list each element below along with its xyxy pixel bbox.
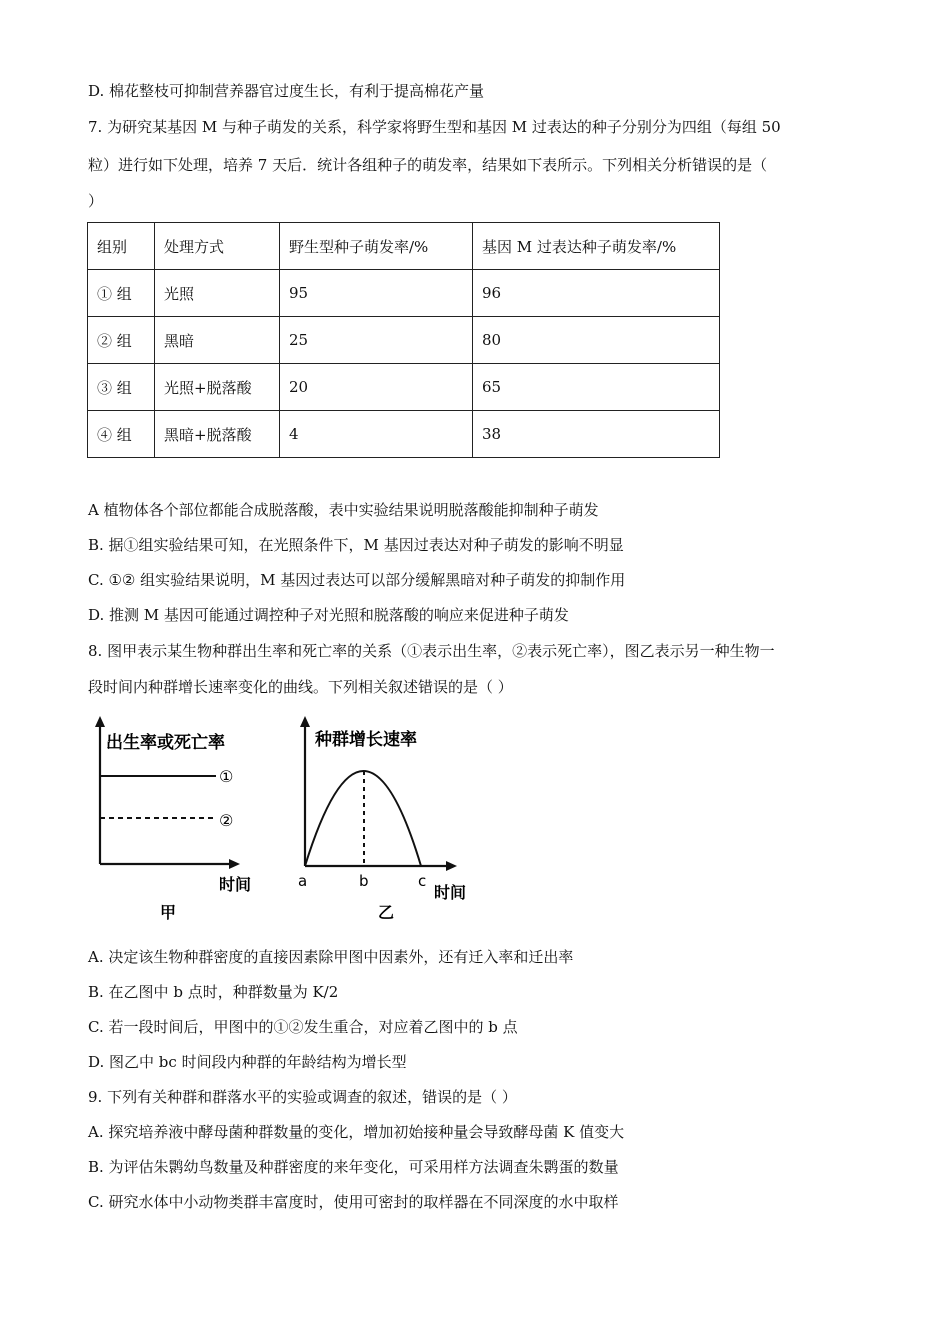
yi-ylabel: 种群增长速率 [315,730,417,750]
yi-point-b: b [359,872,369,890]
table-cell: 65 [473,364,720,411]
q8-option-c: C. 若一段时间后，甲图中的①②发生重合，对应着乙图中的 b 点 [88,1018,518,1036]
table-row [88,411,720,458]
q7-table [87,222,720,458]
q9-option-a: A. 探究培养液中酵母菌种群数量的变化，增加初始接种量会导致酵母菌 K 值变大 [88,1123,625,1141]
q8-option-a: A. 决定该生物种群密度的直接因素除甲图中因素外，还有迁入率和迁出率 [88,948,574,966]
q8-figure [88,712,488,927]
table-header-cell: 野生型种子萌发率/% [280,223,473,270]
jia-ylabel: 出生率或死亡率 [106,733,225,753]
q8-stem-line1: 8. 图甲表示某生物种群出生率和死亡率的关系（①表示出生率，②表示死亡率），图乙表示另一种生物一 [88,642,775,660]
jia-caption: 甲 [160,903,177,922]
q8-stem-line2: 段时间内种群增长速率变化的曲线。下列相关叙述错误的是（ ） [88,678,513,696]
table-cell: 光照 [155,270,280,317]
table-cell: 25 [280,317,473,364]
yi-y-arrow [300,716,310,727]
q7-option-c: C. ①② 组实验结果说明，M 基因过表达可以部分缓解黑暗对种子萌发的抑制作用 [88,571,626,589]
yi-point-a: a [298,872,308,890]
q7-option-a: A 植物体各个部位都能合成脱落酸，表中实验结果说明脱落酸能抑制种子萌发 [88,501,599,519]
table-cell: 黑暗+脱落酸 [155,411,280,458]
jia-x-arrow [229,859,240,869]
jia-line-2-label: ② [219,811,234,830]
table-cell: 黑暗 [155,317,280,364]
table-cell: 38 [473,411,720,458]
table-header-cell: 组别 [88,223,155,270]
table-cell: 光照+脱落酸 [155,364,280,411]
table-row [88,364,720,411]
table-header-cell: 处理方式 [155,223,280,270]
table-cell: ③ 组 [88,364,155,411]
q7-option-b: B. 据①组实验结果可知，在光照条件下，M 基因过表达对种子萌发的影响不明显 [88,536,624,554]
table-row [88,317,720,364]
table-cell: 96 [473,270,720,317]
q8-option-b: B. 在乙图中 b 点时，种群数量为 K/2 [88,983,339,1001]
q9-option-b: B. 为评估朱鹮幼鸟数量及种群密度的来年变化，可采用样方法调查朱鹮蛋的数量 [88,1158,619,1176]
table-header-cell: 基因 M 过表达种子萌发率/% [473,223,720,270]
table-row [88,270,720,317]
jia-xlabel: 时间 [219,875,252,894]
figure-jia [95,716,251,922]
q6-option-d: D. 棉花整枝可抑制营养器官过度生长，有利于提高棉花产量 [88,82,485,100]
yi-xlabel: 时间 [434,883,467,902]
table-cell: 95 [280,270,473,317]
q7-option-d: D. 推测 M 基因可能通过调控种子对光照和脱落酸的响应来促进种子萌发 [88,606,569,624]
q9-stem: 9. 下列有关种群和群落水平的实验或调查的叙述，错误的是（ ） [88,1088,517,1106]
table-cell: 80 [473,317,720,364]
jia-line-1-label: ① [219,767,234,786]
yi-x-arrow [446,861,457,871]
table-cell: 20 [280,364,473,411]
q7-stem-line2: 粒）进行如下处理，培养 7 天后．统计各组种子的萌发率，结果如下表所示。下列相关分析错误的是（ [88,156,768,174]
figure-yi [298,716,466,922]
q9-option-c: C. 研究水体中小动物类群丰富度时，使用可密封的取样器在不同深度的水中取样 [88,1193,619,1211]
q7-stem-line3: ） [88,192,104,210]
table-cell: ① 组 [88,270,155,317]
yi-point-c: c [418,872,427,890]
table-header-row [88,223,720,270]
table-cell: ④ 组 [88,411,155,458]
yi-caption: 乙 [378,903,395,922]
q8-option-d: D. 图乙中 bc 时间段内种群的年龄结构为增长型 [88,1053,407,1071]
table-cell: ② 组 [88,317,155,364]
q7-stem-line1: 7. 为研究某基因 M 与种子萌发的关系，科学家将野生型和基因 M 过表达的种子分别分为四组（每组 50 [88,118,781,136]
table-cell: 4 [280,411,473,458]
jia-y-arrow [95,716,105,727]
